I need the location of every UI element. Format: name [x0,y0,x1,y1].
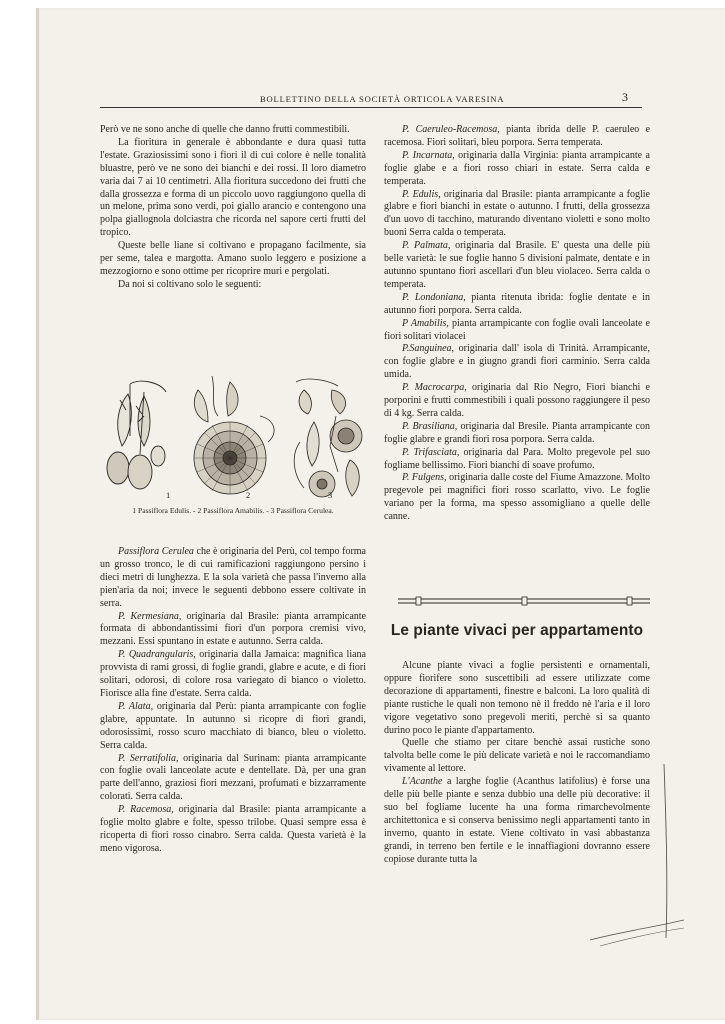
paragraph: Queste belle liane si coltivano e propagano facilmente, sia per seme, talea e margotta. Amano suolo leggero e posizione a mezzogiorno e sono ottime per ricoprire muri e pergolati. [100,240,366,277]
species-text: originaria dal Brasile: pianta arrampicante a foglie molto glabre e folte, spesso trilobe. Quasi sempre essa è ricoperta di fiori rosso cinabro. Serra calda. Questa varietà è la meno vigorosa. [100,804,366,854]
right-column-top [384,124,650,524]
paragraph-text: a larghe foglie (Acanthus latifolius) è forse una delle più belle piante e senza dubbio una delle più decorative: il suo bel fogliame lucente ha una forma rimarchevolmente architettonica e si conserva benissimo negli appartamenti tanto in inverno, quanto in estate. Viene coltivato in vasi abbastanza grandi, in terreno ben fertile e le innaffiagioni dovranno essere copiose durante tutta la [384,776,650,865]
species-entry [384,292,650,318]
species-entry [384,189,650,241]
species-text: pianta arrampicante con foglie ovali lanceolate e fiori solitari violacei [384,317,650,342]
species-name: P. Brasiliana, [402,420,458,432]
section-divider [398,594,650,608]
species-name: P. Serratifolia, [118,752,179,764]
species-entry [384,472,650,524]
plant-name: L'Acanthe [402,776,443,788]
species-entry [100,753,366,805]
figure-number: 3 [328,490,333,500]
species-entry [384,382,650,421]
species-text: pianta ritenuta ibrida: foglie dentate e in autunno fiori porpora. Serra calda. [384,291,650,316]
species-name: P. Kermesiana, [118,610,182,622]
pen-annotation-marks [560,760,685,960]
paragraph: Alcune piante vivaci a foglie persistenti e ornamentali, oppure fiorifere sono suscettibili ad essere utilizzate come decorazione di appartamenti, finestre e balconi. La loro qualità di piante rustiche le quali non temono nè il freddo nè l'aria e il loro vigore vegetativo sono pregevoli meriti, perchè si sa quanto durino poco le piante d'appartamento. [384,660,650,736]
species-text: originaria dal Rio Negro, Fiori bianchi e porporini e frutti commestibili i quali possono raggiungere il peso di 4 kg. Serra calda. [384,382,650,419]
species-entry [100,701,366,753]
species-entry [384,150,650,189]
species-entry [100,611,366,650]
paragraph: Da noi si coltivano solo le seguenti: [118,278,262,290]
paragraph: Quelle che stiamo per citare benchè assai rustiche sono talvolta belle come le più delicate varietà e noi le raccomandiamo vivamente al lettore. [384,737,650,775]
figure-number: 2 [246,490,251,500]
header-rule [100,107,642,108]
species-text: originaria dal Brasile. E' questa una delle più belle varietà: le sue foglie hanno 5 divisioni palmate, dentate e in autunno spuntano fiori ascellari d'un bleu violaceo. Serra calda o temperata. [384,240,650,290]
species-entry [384,421,650,447]
figure-number: 1 [166,490,171,500]
passiflora-edulis-drawing [107,381,166,489]
species-name: P. Fulgens, [402,472,447,484]
species-name: P. Quadrangularis, [118,649,196,661]
left-column-top [100,124,366,292]
species-text: originaria dalla Jamaica: magnifica liana provvista di rami grossi, di foglie grandi, glabre e acute, e di fiori solitari, odorosi, di colore rosa variegato di bianco o violetto. Fiorisce alla fine d'estate. Serra calda. [100,649,366,699]
species-name: P. Racemosa, [118,804,174,816]
species-name: P. Londoniana, [402,291,466,303]
running-header [100,88,642,108]
species-text: originaria dall' isola di Trinità. Arrampicante, con foglie glabre e in giugno grandi fiori carminio. Serra calda umida. [384,343,650,381]
species-entry [384,124,650,150]
species-name: P. Palmata, [402,240,451,252]
species-name: P. Edulis, [402,188,441,200]
species-text: originaria dalla Virginia: pianta arrampicante a foglie glabe e a fiori rosso chiari in estate. Serra calda e temperata. [384,149,650,187]
species-entry [100,546,366,611]
figure-numbers [100,490,366,502]
species-text: pianta ibrida delle P. caeruleo e racemosa. Fiori solitari, bleu porpora. Serra temperata. [384,124,650,148]
header-title: BOLLETTINO DELLA SOCIETÀ ORTICOLA VARESINA [260,94,505,104]
species-entry [384,343,650,382]
species-entry [100,649,366,701]
page-number: 3 [622,90,628,104]
species-text: originaria dal Bresile. Pianta arrampicante con foglie glabre e grandi fiori rosa porpora. Serra calda. [384,420,650,445]
left-column-bottom [100,546,366,856]
species-name: Passiflora Cerulea [118,546,194,557]
section-title: Le piante vivaci per appartamento [390,622,644,639]
species-text: originaria dal Brasile: pianta arrampicante formata di abbondantissimi fiori d'un porpora cremisi vivo, mezzani. Essi spuntano in estate e autunno. Serra calda. [100,610,366,648]
passiflora-amabilis-drawing [194,376,274,494]
species-text: originaria dal Perù: pianta arrampicante con foglie glabre, appuntate. In autunno si ricopre di fiori grandi, odorosissimi, rosso scuro macchiato di bianco, bleu o violetto. Serra calda. [100,700,366,751]
paragraph: Però ve ne sono anche di quelle che danno frutti commestibili. [100,124,350,135]
species-text: originaria dal Brasile: pianta arrampicante a foglie glabre e fiori bianchi in estate o autunno. I frutti, della grossezza d'un uovo di tacchino, maturando diventano violetti e sono molto buoni Serra calda o temperata. [384,188,650,239]
species-name: P. Macrocarpa, [402,382,467,394]
species-entry [384,447,650,473]
species-name: P. Caeruleo-Racemosa, [402,124,500,135]
species-name: P. Incarnata, [402,149,455,161]
species-text: originaria dal Surinam: pianta arrampicante con foglie ovali lanceolate acute e dentellate. Dà, per una gran parte dell'anno, graziosi fiori mezzani, profumati e bizzarramente colorati. Serra calda. [100,752,367,803]
species-name: P. Trifasciata, [402,446,460,458]
passiflora-cerulea-drawing [294,379,362,497]
species-name: P Amabilis, [402,317,449,329]
species-entry [384,318,650,344]
species-name: P.Sanguinea, [402,343,455,355]
species-name: P. Alata, [118,700,154,712]
species-entry [100,804,366,856]
paragraph: La fioritura in generale è abbondante e dura quasi tutta l'estate. Graziosissimi sono i fiori il di cui colore è nelle tonalità bluastre, però ve ne sono dei bianchi e dei rossi. Il loro diametro varia dai 7 ai 10 centimetri. Alla fioritura succedono dei frutti che dalla grossezza e forma di un piccolo uovo raggiungono quella di un melone, prima sono verdi, poi giallo arancio e contengono una polpa giallognola dolciastra che ricorda nel sapore certi frutti del tropico. [100,136,366,239]
species-entry [384,240,650,292]
page-spine-shadow [36,8,39,1020]
figure-caption: 1 Passiflora Edulis. - 2 Passiflora Amabilis. - 3 Passiflora Cerulea. [132,506,334,515]
species-text: che è originaria del Perù, col tempo forma un grosso tronco, le di cui ramificazioni raggiungono persino i dieci metri di lunghezza. E la sola varietà che passa l'inverno alla pien'aria da noi; invece le seguenti debbono essere coltivate in serra. [100,546,366,609]
species-text: originaria dal Para. Molto pregevole pel suo fogliame bellissimo. Fiori bianchi di soave profumo. [384,446,650,471]
species-text: originaria dalle coste del Fiume Amazzone. Molto pregevole pei magnifici fiori rosso scarlatto, vivo. Le foglie variano per la forma, ma spesso assomigliano a quelle delle canne. [384,472,650,523]
